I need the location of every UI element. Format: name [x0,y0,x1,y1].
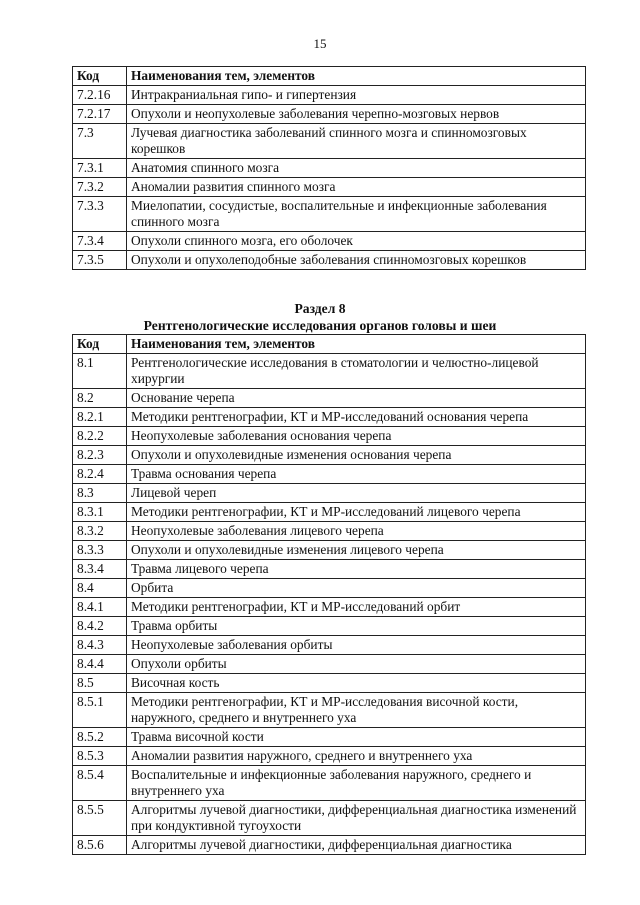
topic-name: Воспалительные и инфекционные заболевания наружного, среднего и внутреннего уха [127,766,586,801]
topic-name: Травма основания черепа [127,465,586,484]
table-row [73,178,586,197]
table-row [73,446,586,465]
page-number: 15 [313,36,327,51]
topic-name: Неопухолевые заболевания лицевого черепа [127,522,586,541]
table-row [73,124,586,159]
topic-name: Височная кость [127,674,586,693]
topic-code: 8.5.5 [73,801,127,836]
topic-name: Опухоли и опухолевидные изменения основания черепа [127,446,586,465]
topic-code: 7.2.17 [73,105,127,124]
topic-name: Опухоли и опухолеподобные заболевания спинномозговых корешков [127,251,586,270]
table-row [73,836,586,855]
table-row [73,522,586,541]
topic-name: Методики рентгенографии, КТ и МР-исследования височной кости, наружного, среднего и внутреннего уха [127,693,586,728]
topic-name: Методики рентгенографии, КТ и МР-исследований лицевого черепа [127,503,586,522]
section-subtitle: Рентгенологические исследования органов головы и шеи [143,318,497,333]
table-row [73,636,586,655]
topic-name: Методики рентгенографии, КТ и МР-исследований основания черепа [127,408,586,427]
table-row [73,674,586,693]
table-row [73,484,586,503]
topic-name: Интракраниальная гипо- и гипертензия [127,86,586,105]
topic-name: Опухоли и опухолевидные изменения лицевого черепа [127,541,586,560]
table-row [73,105,586,124]
table-row [73,86,586,105]
topics-table-section-7 [72,66,586,270]
table-row [73,598,586,617]
table-row [73,465,586,484]
topic-code: 7.3.2 [73,178,127,197]
table-row [73,579,586,598]
topic-code: 8.2.2 [73,427,127,446]
topic-code: 8.3.3 [73,541,127,560]
topic-code: 7.3.5 [73,251,127,270]
topic-code: 8.1 [73,354,127,389]
table-row [73,197,586,232]
table-header-row [73,67,586,86]
topic-code: 7.2.16 [73,86,127,105]
topic-code: 8.4 [73,579,127,598]
table-row [73,427,586,446]
topic-code: 8.2.3 [73,446,127,465]
table-row [73,389,586,408]
table-row [73,617,586,636]
topic-name: Неопухолевые заболевания основания черепа [127,427,586,446]
table-row [73,232,586,251]
topic-code: 8.4.2 [73,617,127,636]
table-row [73,408,586,427]
topic-code: 8.5.2 [73,728,127,747]
topic-name: Анатомия спинного мозга [127,159,586,178]
table-row [73,354,586,389]
topic-name: Орбита [127,579,586,598]
topic-name: Основание черепа [127,389,586,408]
topic-name: Травма орбиты [127,617,586,636]
topic-code: 8.2.4 [73,465,127,484]
section-title: Раздел 8 [294,301,346,316]
topic-code: 8.4.1 [73,598,127,617]
table-row [73,655,586,674]
topic-name: Опухоли спинного мозга, его оболочек [127,232,586,251]
topic-code: 8.5.4 [73,766,127,801]
topic-code: 8.2 [73,389,127,408]
table-row [73,560,586,579]
table-row [73,801,586,836]
table-row [73,766,586,801]
table-row [73,503,586,522]
topic-code: 7.3.4 [73,232,127,251]
topic-name: Травма височной кости [127,728,586,747]
code-column-header: Код [73,335,127,354]
table-row [73,728,586,747]
topic-name: Алгоритмы лучевой диагностики, дифференциальная диагностика [127,836,586,855]
topic-name: Миелопатии, сосудистые, воспалительные и инфекционные заболевания спинного мозга [127,197,586,232]
topic-name: Травма лицевого черепа [127,560,586,579]
topic-code: 8.3 [73,484,127,503]
topic-code: 8.3.1 [73,503,127,522]
topic-name: Лучевая диагностика заболеваний спинного мозга и спинномозговых корешков [127,124,586,159]
topic-code: 8.4.3 [73,636,127,655]
topic-code: 8.5 [73,674,127,693]
topics-table-section-8 [72,334,586,855]
topic-code: 7.3 [73,124,127,159]
topic-code: 8.2.1 [73,408,127,427]
code-column-header: Код [73,67,127,86]
table-row [73,159,586,178]
topic-name: Аномалии развития наружного, среднего и внутреннего уха [127,747,586,766]
topic-code: 7.3.3 [73,197,127,232]
table-row [73,251,586,270]
topic-name: Рентгенологические исследования в стоматологии и челюстно-лицевой хирургии [127,354,586,389]
table-row [73,541,586,560]
topic-name: Методики рентгенографии, КТ и МР-исследований орбит [127,598,586,617]
topic-name: Лицевой череп [127,484,586,503]
topic-code: 8.5.6 [73,836,127,855]
table-row [73,747,586,766]
topic-code: 8.4.4 [73,655,127,674]
topic-code: 8.5.3 [73,747,127,766]
topic-name: Неопухолевые заболевания орбиты [127,636,586,655]
table1-body [73,86,586,270]
topic-code: 8.3.2 [73,522,127,541]
topic-code: 7.3.1 [73,159,127,178]
name-column-header: Наименования тем, элементов [127,67,586,86]
name-column-header: Наименования тем, элементов [127,335,586,354]
table2-body [73,354,586,855]
topic-name: Опухоли орбиты [127,655,586,674]
topic-name: Аномалии развития спинного мозга [127,178,586,197]
topic-name: Алгоритмы лучевой диагностики, дифференциальная диагностика изменений при кондуктивной тугоухости [127,801,586,836]
topic-code: 8.5.1 [73,693,127,728]
table-header-row [73,335,586,354]
table-row [73,693,586,728]
topic-code: 8.3.4 [73,560,127,579]
topic-name: Опухоли и неопухолевые заболевания черепно-мозговых нервов [127,105,586,124]
